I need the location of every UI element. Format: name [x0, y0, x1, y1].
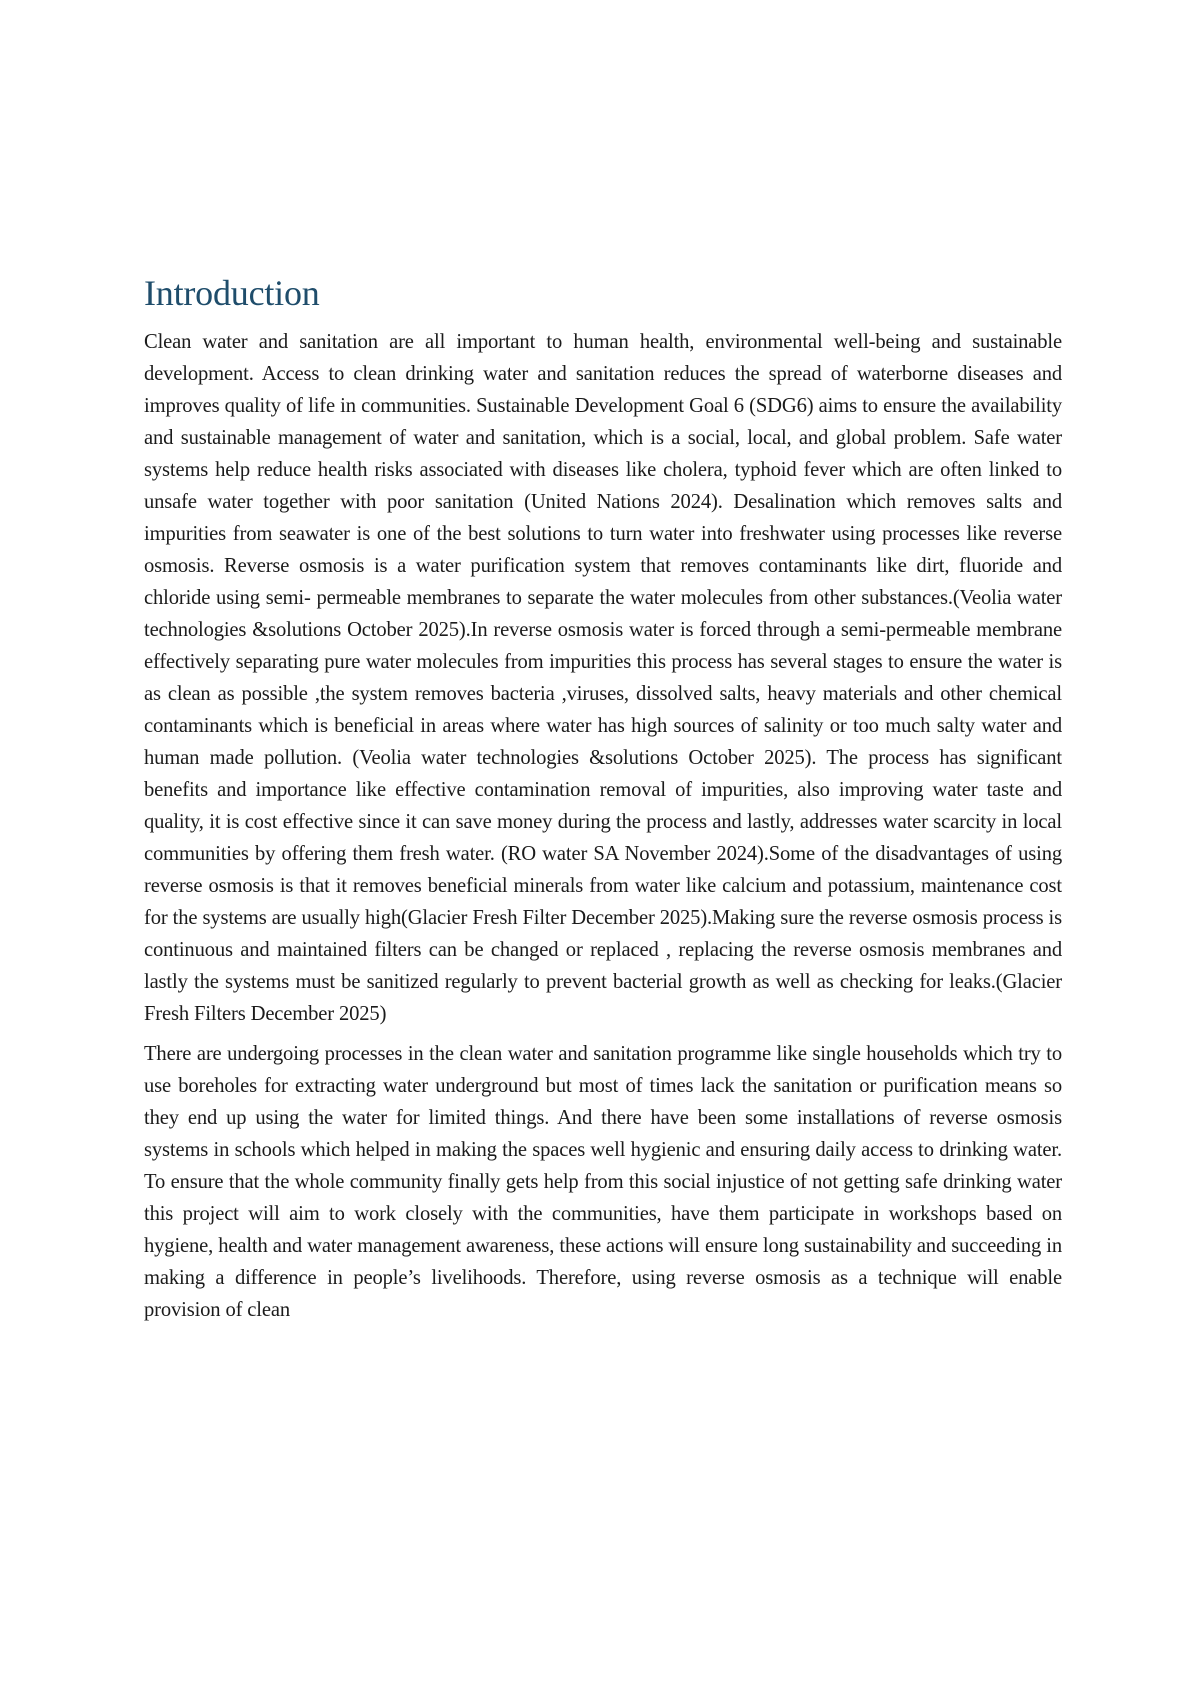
paragraph-ongoing-processes: There are undergoing processes in the clean water and sanitation programme like single households which try to use boreholes for extracting water underground but most of times lack the sanitation or purification means so they end up using the water for limited things. And there have been some installations of reverse osmosis systems in schools which helped in making the spaces well hygienic and ensuring daily access to drinking water. To ensure that the whole community finally gets help from this social injustice of not getting safe drinking water this project will aim to work closely with the communities, have them participate in workshops based on hygiene, health and water management awareness, these actions will ensure long sustainability and succeeding in making a difference in people’s livelihoods. Therefore, using reverse osmosis as a technique will enable provision of clean [144, 1043, 1062, 1321]
paragraph-intro: Clean water and sanitation are all important to human health, environmental well-being and sustainable development. Access to clean drinking water and sanitation reduces the spread of waterborne diseases and improves quality of life in communities. Sustainable Development Goal 6 (SDG6) aims to ensure the availability and sustainable management of water and sanitation, which is a social, local, and global problem. Safe water systems help reduce health risks associated with diseases like cholera, typhoid fever which are often linked to unsafe water together with poor sanitation (United Nations 2024). Desalination which removes salts and impurities from seawater is one of the best solutions to turn water into freshwater using processes like reverse osmosis. Reverse osmosis is a water purification system that removes contaminants like dirt, fluoride and chloride using semi- permeable membranes to separate the water molecules from other substances.(Veolia water technologies &solutions October 2025).In reverse osmosis water is forced through a semi-permeable membrane effectively separating pure water molecules from impurities this process has several stages to ensure the water is as clean as possible ,the system removes bacteria ,viruses, dissolved salts, heavy materials and other chemical contaminants which is beneficial in areas where water has high sources of salinity or too much salty water and human made pollution. (Veolia water technologies &solutions October 2025). The process has significant benefits and importance like effective contamination removal of impurities, also improving water taste and quality, it is cost effective since it can save money during the process and lastly, addresses water scarcity in local communities by offering them fresh water. (RO water SA November 2024).Some of the disadvantages of using reverse osmosis is that it removes beneficial minerals from water like calcium and potassium, maintenance cost for the systems are usually high(Glacier Fresh Filter December 2025).Making sure the reverse osmosis process is continuous and maintained filters can be changed or replaced , replacing the reverse osmosis membranes and lastly the systems must be sanitized regularly to prevent bacterial growth as well as checking for leaks.(Glacier Fresh Filters December 2025) [144, 331, 1062, 1025]
document-body [144, 270, 1062, 1334]
section-heading: Introduction [144, 273, 320, 313]
